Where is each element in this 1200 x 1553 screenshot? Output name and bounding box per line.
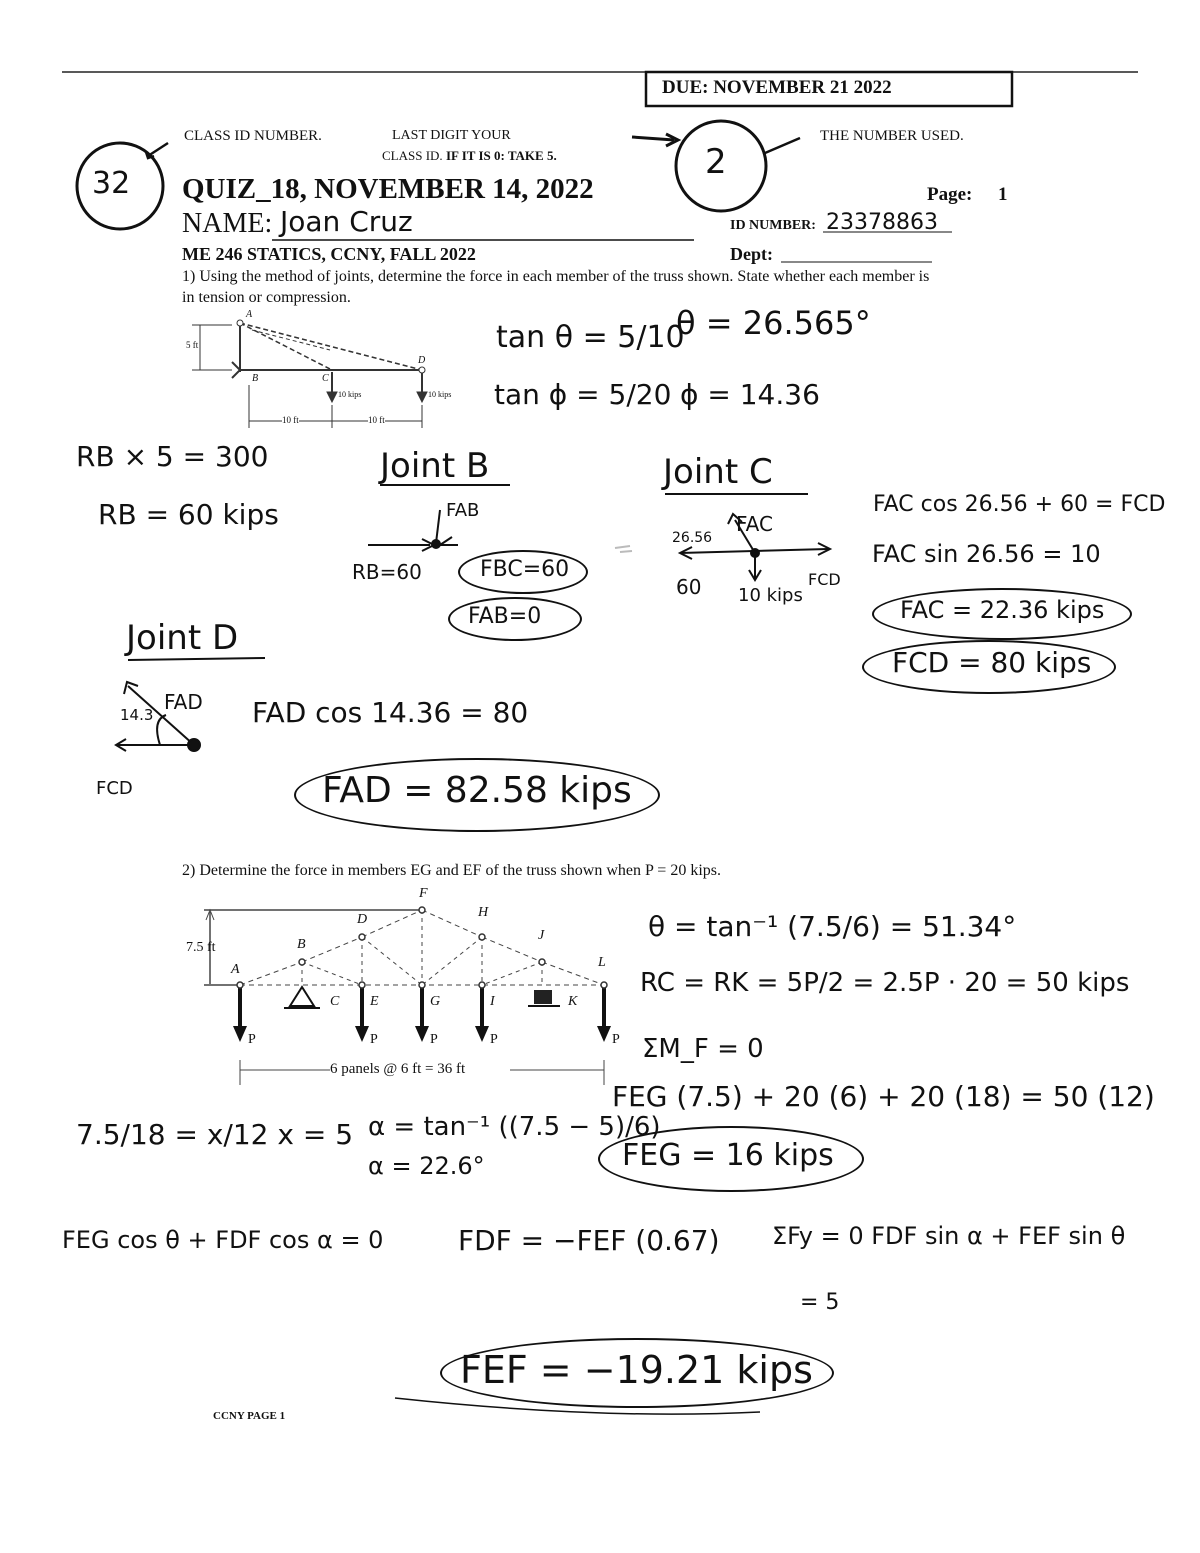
sum-fx-eq: FEG cos θ + FDF cos α = 0 [62,1226,384,1254]
due-date: DUE: NOVEMBER 21 2022 [662,77,892,98]
truss-figure-2 [204,907,611,1085]
rb-value: RB = 60 kips [98,498,279,531]
page-footer: CCNY PAGE 1 [213,1410,286,1422]
node-c2: C [330,994,340,1009]
height-label: 5 ft [186,340,199,350]
node-a2: A [231,962,240,977]
joint-d-eq: FAD cos 14.36 = 80 [252,696,529,729]
alpha-value: α = 22.6° [368,1152,485,1180]
c-60-label: 60 [676,575,702,599]
joint-c-title: Joint C [663,452,773,492]
class-id-label: CLASS ID NUMBER. [184,128,322,144]
node-f2: F [419,886,428,901]
node-d-label: D [418,355,426,366]
joint-c-eq-1: FAC cos 26.56 + 60 = FCD [873,492,1166,517]
rb-60-label: RB=60 [352,560,422,584]
rb-equation: RB × 5 = 300 [76,440,269,473]
problem-1-text: 1) Using the method of joints, determine the force in each member of the truss shown. State whether each member is [182,268,930,285]
sum-fy-eq: ΣFy = 0 FDF sin α + FEF sin θ [772,1222,1126,1250]
reactions-eq: RC = RK = 5P/2 = 2.5P · 20 = 50 kips [640,968,1130,998]
quiz-title: QUIZ_18, NOVEMBER 14, 2022 [182,173,594,205]
fab-answer: FAB=0 [468,604,542,629]
node-i2: I [490,994,495,1009]
fcd-answer: FCD = 80 kips [892,646,1092,679]
joint-b-title: Joint B [380,446,490,486]
id-label: ID NUMBER: [730,218,816,233]
theta-value: θ = 26.565° [676,304,871,342]
span-2-label: 10 ft [368,415,385,425]
phi-value: ϕ = 14.36 [680,378,820,411]
node-j2: J [538,928,545,943]
ratio-eq: 7.5/18 = x/12 x = 5 [76,1118,354,1151]
page-label: Page: [927,184,973,205]
truss-figure-1 [192,320,427,428]
fad-label: FAD [164,690,203,714]
problem-2-text: 2) Determine the force in members EG and EF of the truss shown when P = 20 kips. [182,862,721,879]
angle-c-label: 26.56 [672,530,713,546]
load-p-1: P [248,1032,256,1047]
number-used-label: THE NUMBER USED. [820,128,964,144]
node-h2: H [478,905,489,920]
class-id-value: 32 [92,166,131,201]
tan-phi: tan ϕ = 5/20 [494,378,672,411]
fac-answer: FAC = 22.36 kips [900,596,1105,624]
joint-d-title: Joint D [126,618,239,658]
feg-answer: FEG = 16 kips [622,1138,834,1173]
fad-answer: FAD = 82.58 kips [322,770,632,811]
last-digit-label: LAST DIGIT YOUR [392,128,511,143]
node-b2: B [297,937,306,952]
fab-label: FAB [446,500,480,521]
name-value[interactable]: Joan Cruz [280,205,413,238]
fdf-eq: FDF = −FEF (0.67) [458,1224,720,1257]
sum-fy-eq-cont: = 5 [800,1290,840,1315]
node-a-label: A [246,309,253,320]
joint-b-sketch [368,485,510,551]
dept-label: Dept: [730,244,773,264]
span-label-2: 6 panels @ 6 ft = 36 ft [330,1061,466,1077]
moment-equation: FEG (7.5) + 20 (6) + 20 (18) = 50 (12) [612,1080,1155,1113]
span-1-label: 10 ft [282,415,299,425]
sum-m-f: ΣM_F = 0 [642,1034,764,1064]
load-p-3: P [430,1032,438,1047]
page-number: 1 [998,184,1008,205]
problem-1-text-2: in tension or compression. [182,289,351,306]
last-digit-label-2: CLASS ID. IF IT IS 0: TAKE 5. [382,148,557,163]
id-value[interactable]: 23378863 [826,210,938,235]
node-c-label: C [322,373,329,384]
load-d-label: 10 kips [428,390,452,399]
load-p-5: P [612,1032,620,1047]
tan-theta: tan θ = 5/10 [496,320,685,355]
c-load-label: 10 kips [738,585,803,606]
fac-label: FAC [736,512,773,536]
height-2-label: 7.5 ft [186,940,216,955]
node-d2: D [357,912,368,927]
load-p-4: P [490,1032,498,1047]
node-l2: L [598,955,606,970]
number-used-value: 2 [705,142,727,182]
fbc-answer: FBC=60 [480,557,570,582]
fcd-label-c: FCD [808,570,841,589]
node-g2: G [430,994,441,1009]
theta-2: θ = tan⁻¹ (7.5/6) = 51.34° [648,910,1017,943]
name-label: NAME: [182,208,273,239]
angle-d-label: 14.3 [120,706,154,724]
alpha-eq: α = tan⁻¹ ((7.5 − 5)/6) [368,1112,661,1142]
load-c-label: 10 kips [338,390,362,399]
course-title: ME 246 STATICS, CCNY, FALL 2022 [182,244,476,264]
node-b-label: B [252,373,259,384]
node-e2: E [370,994,379,1009]
node-k2: K [568,994,578,1009]
fef-answer: FEF = −19.21 kips [460,1348,813,1392]
joint-c-eq-2: FAC sin 26.56 = 10 [872,540,1101,568]
fcd-label-d: FCD [96,778,133,799]
load-p-2: P [370,1032,378,1047]
